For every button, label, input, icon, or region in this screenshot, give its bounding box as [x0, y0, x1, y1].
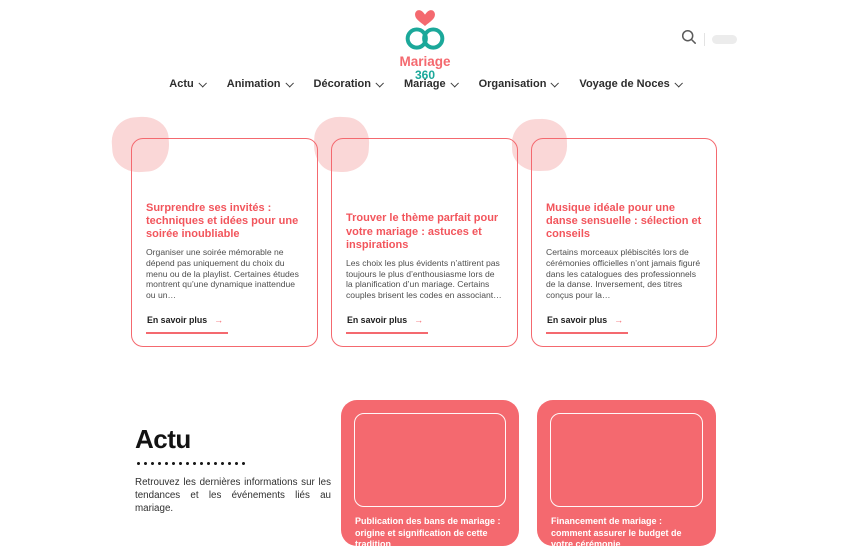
main-nav [0, 78, 850, 90]
news-title: Publication des bans de mariage : origine et signification de cette tradition [355, 516, 501, 550]
nav-item-mariage[interactable] [404, 78, 457, 90]
article-title: Trouver le thème parfait pour votre mariage : astuces et inspirations [346, 212, 499, 252]
section-description: Retrouvez les dernières informations sur les tendances et les événements liés au mariage. [135, 477, 331, 515]
chevron-down-icon [285, 79, 293, 87]
toggle-pill[interactable] [712, 35, 737, 44]
nav-label: Décoration [313, 78, 371, 90]
read-more-link[interactable] [546, 310, 628, 334]
header-actions [681, 29, 737, 50]
nav-item-decoration[interactable] [314, 78, 382, 90]
news-title: Financement de mariage : comment assurer le budget de votre cérémonie [551, 516, 682, 550]
nav-item-voyage-de-noces[interactable] [579, 78, 680, 90]
article-title: Musique idéale pour une danse sensuelle : sélection et conseils [546, 201, 702, 241]
read-more-label: En savoir plus [547, 315, 608, 325]
read-more-label: En savoir plus [147, 315, 208, 325]
chevron-down-icon [198, 79, 206, 87]
nav-label: Animation [226, 78, 281, 90]
actu-section-intro [135, 424, 331, 515]
heart-rings-icon [399, 8, 451, 55]
nav-item-animation[interactable] [227, 78, 292, 90]
arrow-right-icon: → [614, 315, 624, 325]
article-card [531, 138, 717, 347]
chevron-down-icon [450, 79, 458, 87]
article-card [331, 138, 518, 347]
brand-360: 360 [414, 68, 436, 83]
image-placeholder [354, 413, 506, 507]
nav-item-organisation[interactable] [479, 78, 558, 90]
actu-news-card[interactable] [341, 400, 519, 550]
nav-item-actu[interactable] [169, 78, 204, 90]
chevron-down-icon [551, 79, 559, 87]
dotted-divider [135, 461, 245, 466]
section-title: Actu [135, 424, 191, 454]
search-icon[interactable] [681, 29, 697, 50]
read-more-link[interactable] [146, 310, 228, 334]
read-more-label: En savoir plus [347, 315, 408, 325]
nav-label: Organisation [478, 78, 547, 90]
nav-label: Mariage [404, 78, 446, 90]
arrow-right-icon: → [414, 315, 424, 325]
actu-news-card[interactable] [537, 400, 716, 550]
article-excerpt: Les choix les plus évidents n’attirent pas toujours le plus d’enthousiasme lors de la planification d’un mariage. Certains couples brisent les codes en associant… [346, 257, 502, 301]
image-placeholder [550, 413, 703, 507]
article-excerpt: Organiser une soirée mémorable ne dépend pas uniquement du choix du menu ou de la playlist. Certaines études montrent qu’une dynamique inattendue ou un… [146, 246, 299, 301]
arrow-right-icon: → [214, 315, 224, 325]
article-title: Surprendre ses invités : techniques et idées pour une soirée inoubliable [146, 201, 299, 241]
article-card [131, 138, 318, 347]
chevron-down-icon [375, 79, 383, 87]
header-divider [704, 33, 705, 46]
chevron-down-icon [674, 79, 682, 87]
nav-label: Actu [169, 78, 194, 90]
article-excerpt: Certains morceaux plébiscités lors de cérémonies officielles n’ont jamais figuré dans les catalogues des professionnels de la danse. Inversement, des titres conçus pour la… [546, 246, 701, 301]
nav-label: Voyage de Noces [579, 78, 670, 90]
brand-name: Mariage [399, 54, 451, 69]
read-more-link[interactable] [346, 310, 428, 334]
